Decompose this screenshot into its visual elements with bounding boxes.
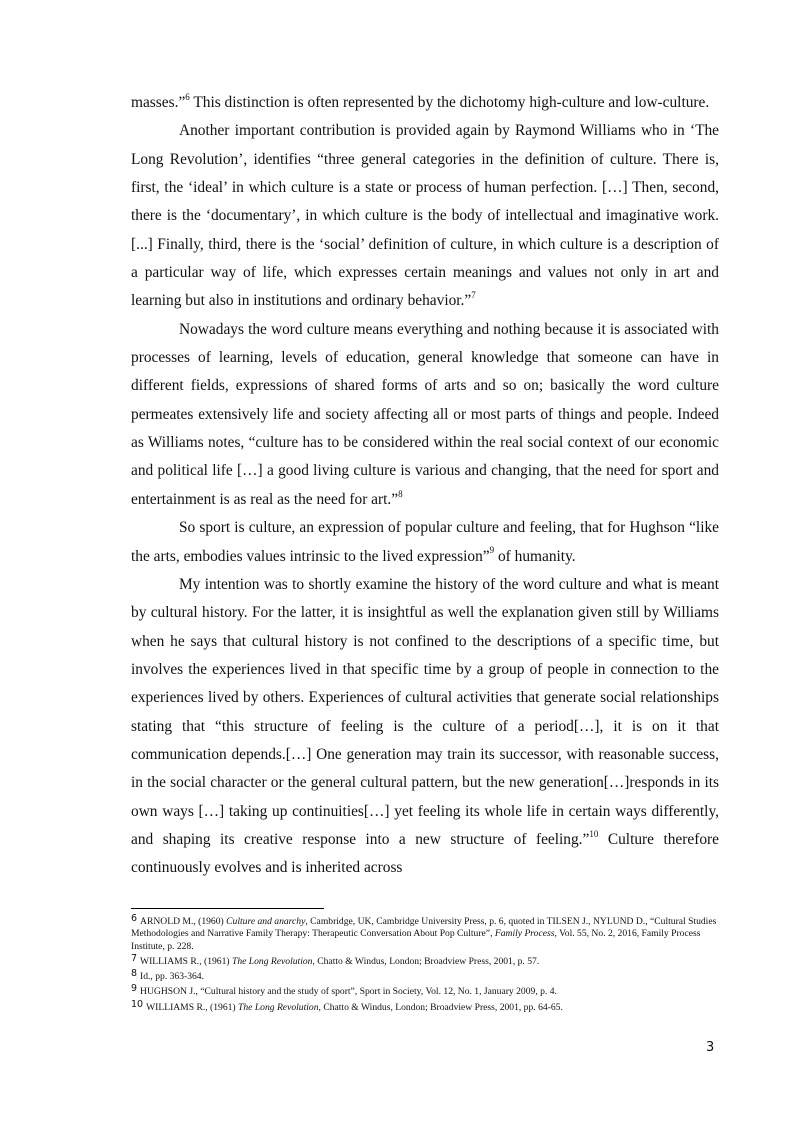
footnotes [131,913,721,1014]
paragraph-text: Another important contribution is provided again by Raymond Williams who in ‘The Long Revolution’, identifies “three general categories in the definition of culture. There is, first, the ‘ideal’ in which culture is a state or process of human perfection. […] Then, second, there is the ‘documentary’, in which culture is the body of intellectual and imaginative work. [...] Finally, third, there is the ‘social’ definition of culture, in which culture is a description of a particular way of life, which expresses certain meanings and values not only in art and learning but also in institutions and ordinary behavior.” [131,122,719,310]
paragraph [131,514,719,571]
paragraph-text: Nowadays the word culture means everything and nothing because it is associated with processes of learning, levels of education, general knowledge that someone can have in different fields, expressions of shared forms of arts and so on; basically the word culture permeates extensively life and society affecting all or most parts of things and people. Indeed as Williams notes, “culture has to be considered within the real social context of our economic and political life […] a good living culture is various and changing, that the need for sport and entertainment is as real as the need for art.” [131,320,719,508]
footnote-separator [131,908,324,909]
footnote-text: , Chatto & Windus, London; Broadview Press, 2001, p. 57. [312,955,540,967]
footnote-text: Id., pp. 363-364. [140,971,204,983]
footnote-reference: 7 [471,290,476,301]
footnote-text: HUGHSON J., “Cultural history and the study of sport”, Sport in Society, Vol. 12, No. 1, January 2009, p. 4. [140,986,557,998]
footnote-number: 7 [131,952,138,964]
paragraph-text: Culture therefore continuously evolves and is inherited across [131,830,719,877]
paragraph-text: My intention was to shortly examine the history of the word culture and what is meant by cultural history. For the latter, it is insightful as well the explanation given still by Williams when he says that cultural history is not confined to the descriptions of a specific time, but involves the experiences lived in that specific time by a group of people in connection to the experiences lived by others. Experiences of cultural activities that generate social relationships stating that “this structure of feeling is the culture of a period[…], it is on it that communication depends.[…] One generation may train its successor, with reasonable success, in the social character or the general cultural pattern, but the new generation[…]responds in its own ways […] taking up continuities[…] yet feeling its whole life in certain ways differently, and shaping its creative response into a new structure of feeling.” [131,575,719,848]
footnote-text: , Vol. 55, No. 2, 2016, Family Process Institute, p. 228. [131,928,701,952]
footnote-italic-text: Culture and anarchy [226,916,306,927]
body-text [131,89,719,883]
footnote-text: , Cambridge, UK, Cambridge University Press, p. 6, quoted in TILSEN J., NYLUND D., “Cultural Studies Methodologies and Narrative Family Therapy: Therapeutic Conversation About Pop Culture”, [131,916,717,940]
paragraph-text: This distinction is often represented by the dichotomy high-culture and low-culture. [189,94,710,111]
paragraph [131,316,719,514]
footnote-italic-text: The Long Revolution [238,1001,319,1013]
footnote-text: WILLIAMS R., (1961) [146,1001,239,1013]
footnote-number: 6 [131,913,138,924]
footnote-text: , Chatto & Windus, London; Broadview Press, 2001, pp. 64-65. [318,1001,563,1013]
paragraph [131,571,719,883]
footnote [131,983,721,998]
footnote-number: 9 [131,983,138,995]
footnote [131,968,721,983]
footnote-italic-text: The Long Revolution [231,955,313,967]
footnote-reference: 8 [398,488,403,499]
paragraph-text: So sport is culture, an expression of popular culture and feeling, that for Hughson “like the arts, embodies values intrinsic to the lived expression” [131,519,719,565]
paragraph [131,117,719,315]
footnote-reference: 10 [589,828,599,839]
footnote-text: WILLIAMS R., (1961) [140,955,232,967]
footnote-reference: 9 [489,545,495,556]
footnote-text: ARNOLD M., (1960) [140,916,227,927]
footnote [131,913,721,953]
footnote-italic-text: Family Process [494,928,555,940]
page-number: 3 [706,1040,715,1055]
footnote-reference: 6 [185,91,190,102]
footnote [131,953,721,968]
paragraph [131,89,719,117]
paragraph-text: masses.” [131,94,186,111]
footnote [131,999,721,1014]
footnote-number: 10 [131,998,144,1010]
footnote-number: 8 [131,968,138,980]
paragraph-text: of humanity. [494,547,576,565]
